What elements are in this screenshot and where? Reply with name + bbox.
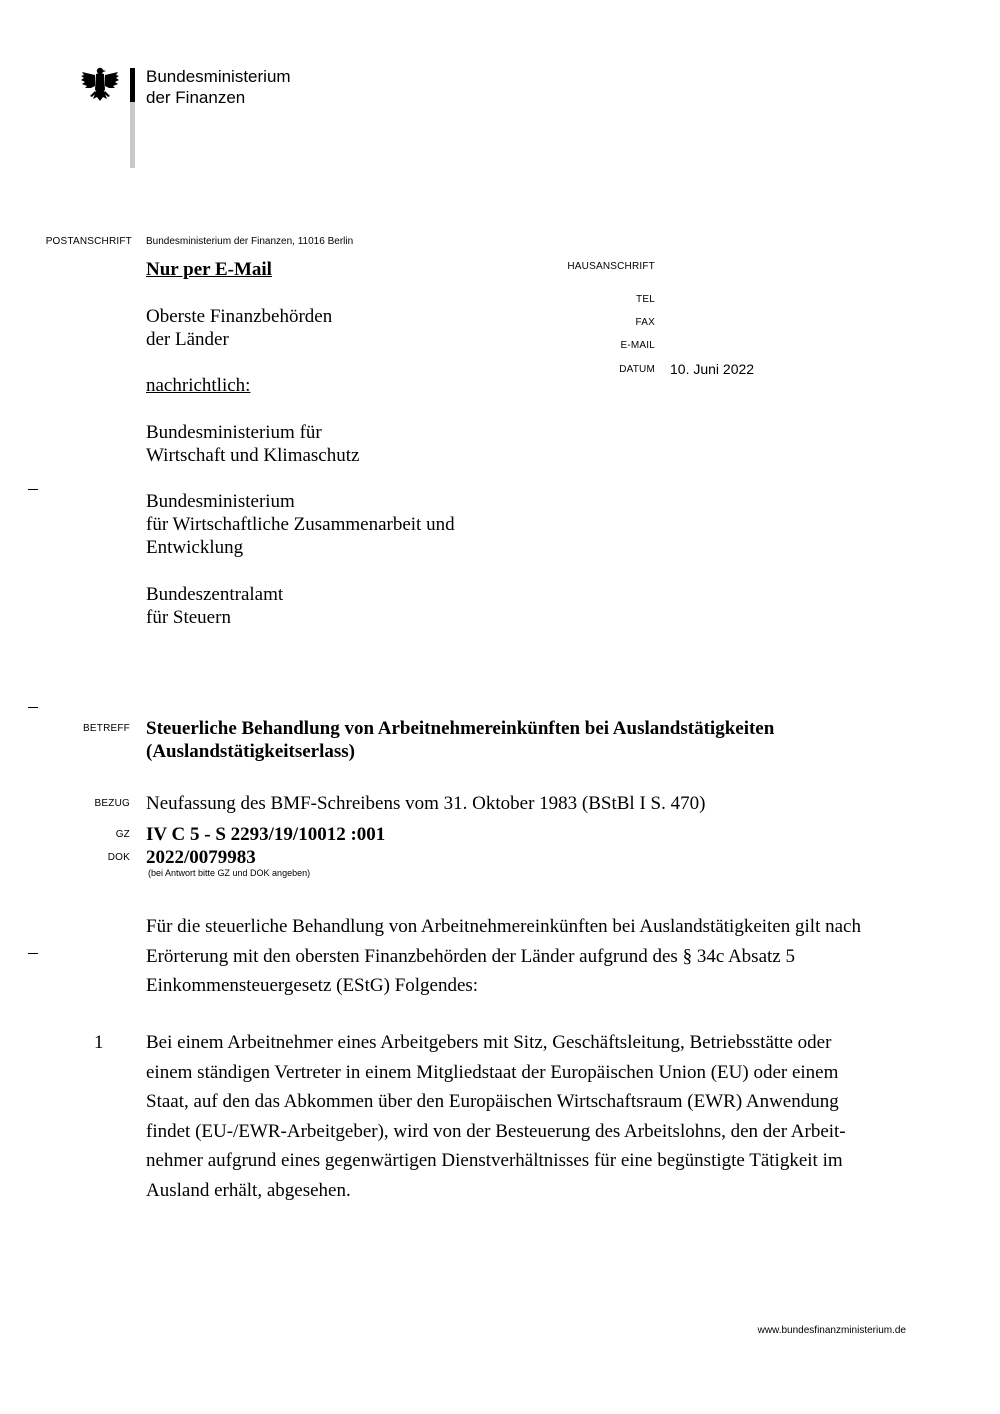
cc-recipient-2 (146, 490, 455, 559)
ministry-name-line2: der Finanzen (146, 88, 246, 107)
dok-label: DOK (107, 852, 130, 863)
gz-label: GZ (115, 829, 130, 840)
logo-bar-black (130, 68, 135, 102)
cc-recipient-3 (146, 583, 283, 629)
paragraph-line: Erörterung mit den obersten Finanzbehörden der Länder aufgrund des § 34c Absatz 5 (146, 945, 795, 967)
postanschrift-value: Bundesministerium der Finanzen, 11016 Berlin (146, 236, 354, 247)
recipient-line: für Wirtschaftliche Zusammenarbeit und (146, 514, 455, 535)
datum-value: 10. Juni 2022 (670, 361, 755, 377)
gz-value: IV C 5 - S 2293/19/10012 :001 (146, 824, 386, 845)
paragraph-line: nehmer aufgrund eines gegenwärtigen Dienstverhältnisses für eine begünstigte Tätigkeit im (146, 1150, 843, 1171)
section-number: 1 (94, 1032, 104, 1053)
betreff-line: Steuerliche Behandlung von Arbeitnehmereinkünften bei Auslandstätigkeiten (146, 718, 775, 739)
fax-label: FAX (635, 317, 655, 328)
email-label: E-MAIL (620, 340, 655, 351)
bezug-label: BEZUG (94, 798, 130, 809)
paragraph-line: Ausland erhält, abgesehen. (146, 1179, 351, 1201)
paragraph-line: findet (EU-/EWR-Arbeitgeber), wird von der Besteuerung des Arbeitslohns, den der Arbeit- (146, 1120, 846, 1142)
recipient-line: Bundesministerium (146, 491, 295, 512)
delivery-mode: Nur per E-Mail (146, 259, 272, 280)
intro-paragraph (146, 912, 946, 1001)
bezug-value: Neufassung des BMF-Schreibens vom 31. Oktober 1983 (BStBl I S. 470) (146, 793, 706, 814)
hausanschrift-label: HAUSANSCHRIFT (567, 261, 655, 272)
footer-url[interactable]: www.bundesfinanzministerium.de (757, 1325, 906, 1336)
paragraph-line: einem ständigen Vertreter in einem Mitgliedstaat der Europäischen Union (EU) oder einem (146, 1061, 839, 1083)
paragraph-line: Staat, auf den das Abkommen über den Europäischen Wirtschaftsraum (EWR) Anwendung (146, 1091, 839, 1112)
fold-mark (28, 953, 38, 954)
tel-label: TEL (636, 294, 655, 305)
fold-mark (28, 489, 38, 490)
postanschrift-label: POSTANSCHRIFT (45, 236, 132, 247)
recipient-line: Bundeszentralamt (146, 584, 284, 605)
betreff-line: (Auslandstätigkeitserlass) (146, 741, 356, 762)
federal-eagle-icon (80, 64, 120, 108)
recipient-line: für Steuern (146, 607, 231, 628)
recipient-line: der Länder (146, 329, 229, 350)
recipient-line: Entwicklung (146, 537, 244, 558)
ministry-name-line1: Bundesministerium (146, 67, 291, 86)
paragraph-line: Einkommensteuergesetz (EStG) Folgendes: (146, 975, 479, 996)
primary-recipient (146, 305, 332, 351)
cc-label: nachrichtlich: (146, 375, 251, 396)
recipient-line: Oberste Finanzbehörden (146, 306, 333, 327)
fold-mark (28, 707, 38, 708)
paragraph-line: Bei einem Arbeitnehmer eines Arbeitgebers mit Sitz, Geschäftsleitung, Betriebsstätte oder (146, 1032, 832, 1053)
section-1-paragraph (146, 1028, 946, 1205)
betreff-value (146, 717, 774, 763)
reply-hint: (bei Antwort bitte GZ und DOK angeben) (148, 868, 311, 878)
betreff-label: BETREFF (83, 723, 130, 734)
paragraph-line: Für die steuerliche Behandlung von Arbeitnehmereinkünften bei Auslandstätigkeiten gilt nach (146, 916, 861, 937)
recipient-line: Wirtschaft und Klimaschutz (146, 445, 360, 466)
logo-bar-grey (130, 102, 135, 168)
datum-label: DATUM (619, 364, 655, 375)
recipient-line: Bundesministerium für (146, 422, 322, 443)
cc-recipient-1 (146, 421, 359, 467)
ministry-logo (80, 64, 300, 174)
dok-value: 2022/0079983 (146, 847, 256, 868)
